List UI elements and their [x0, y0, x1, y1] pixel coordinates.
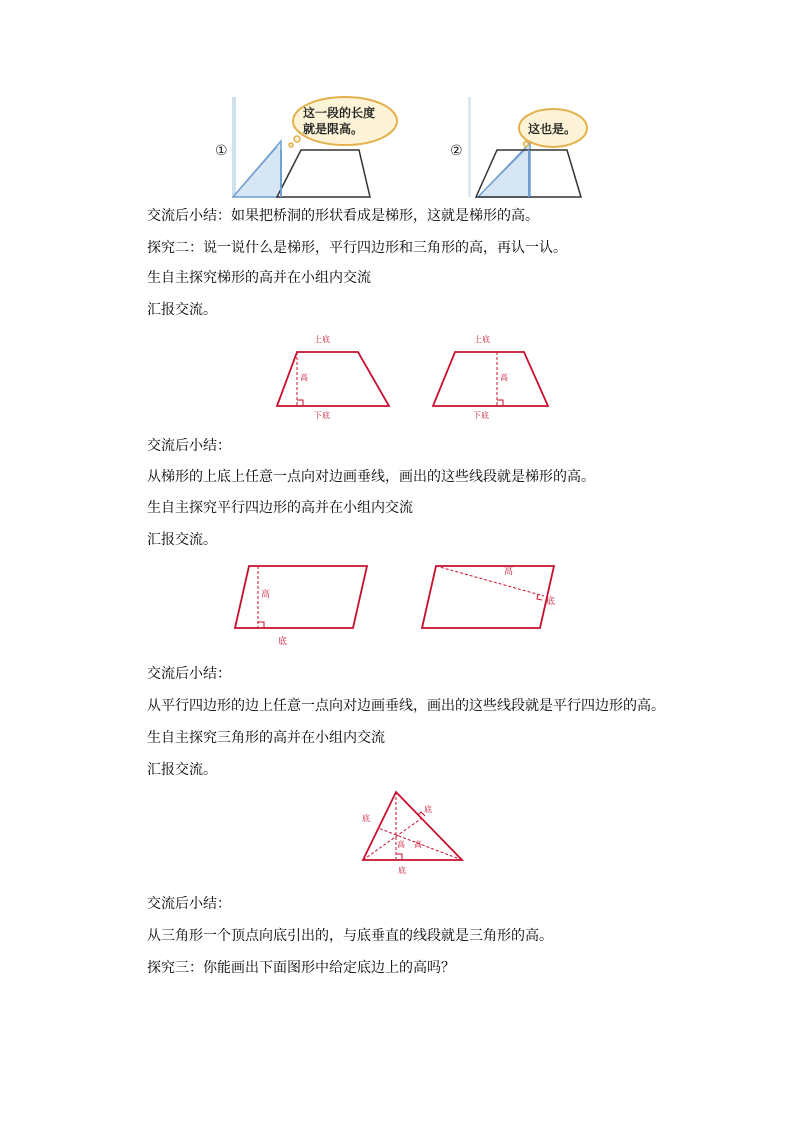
explore-3-heading: 探究三：你能画出下面图形中给定底边上的高吗？ — [147, 960, 455, 976]
bridge-trapezoid — [277, 150, 370, 197]
ruler-edge — [232, 97, 236, 197]
bubble-text: 这也是。 — [528, 122, 577, 136]
ruler-edge — [468, 97, 471, 197]
label-height: 高 — [300, 373, 308, 382]
trapezoid-shape — [433, 352, 548, 406]
parallelogram-shape — [235, 566, 367, 628]
parallelogram-report: 汇报交流。 — [147, 532, 217, 548]
height-line — [436, 566, 544, 596]
ruler-triangle — [233, 141, 281, 197]
parallelogram-figure-1 — [230, 560, 375, 650]
label-top-base: 上底 — [314, 335, 330, 344]
figure-marker-1: ① — [215, 143, 228, 159]
label-base: 底 — [278, 637, 288, 647]
bridge-illustration-2 — [450, 95, 590, 200]
bridge-illustration-1 — [215, 95, 400, 200]
right-angle-mark — [258, 622, 264, 628]
trapezoid-figure-1 — [270, 330, 395, 425]
label-bottom-base: 下底 — [314, 411, 330, 420]
parallelogram-explore: 生自主探究平行四边形的高并在小组内交流 — [147, 500, 413, 516]
parallelogram-figure-2 — [418, 560, 563, 650]
triangle-figure — [358, 788, 468, 878]
trapezoid-figure-2 — [425, 330, 555, 425]
label-base: 底 — [546, 597, 556, 607]
parallelogram-summary-title: 交流后小结： — [147, 666, 231, 682]
bubble-text-line1: 这一段的长度 — [303, 106, 376, 120]
trapezoid-explore: 生自主探究梯形的高并在小组内交流 — [147, 270, 371, 286]
label-base-bottom: 底 — [398, 866, 406, 875]
label-bottom-base: 下底 — [473, 411, 489, 420]
triangle-summary: 从三角形一个顶点向底引出的，与底垂直的线段就是三角形的高。 — [147, 928, 553, 944]
triangle-explore: 生自主探究三角形的高并在小组内交流 — [147, 730, 385, 746]
label-base-left: 底 — [362, 814, 370, 823]
speech-bubble — [293, 97, 397, 145]
height-line-2 — [363, 818, 422, 860]
triangle-summary-title: 交流后小结： — [147, 896, 231, 912]
bubble-text-line2: 就是限高。 — [303, 122, 364, 136]
label-height-1: 高 — [397, 840, 405, 849]
label-height: 高 — [261, 590, 271, 600]
parallelogram-summary: 从平行四边形的边上任意一点向对边画垂线，画出的这些线段就是平行四边形的高。 — [147, 698, 665, 714]
ruler-triangle — [478, 143, 530, 197]
right-angle-mark — [396, 854, 402, 860]
parallelogram-shape — [422, 566, 554, 628]
label-height: 高 — [500, 373, 508, 382]
figure-marker-2: ② — [450, 143, 463, 159]
trapezoid-shape — [277, 352, 389, 406]
trapezoid-report: 汇报交流。 — [147, 302, 217, 318]
triangle-report: 汇报交流。 — [147, 762, 217, 778]
triangle-shape — [363, 792, 462, 860]
trapezoid-summary: 从梯形的上底上任意一点向对边画垂线，画出的这些线段就是梯形的高。 — [147, 469, 595, 485]
explore-2-heading: 探究二：说一说什么是梯形，平行四边形和三角形的高，再认一认。 — [147, 240, 567, 256]
summary-bridge: 交流后小结：如果把桥洞的形状看成是梯形，这就是梯形的高。 — [147, 208, 539, 224]
trapezoid-summary-title: 交流后小结： — [147, 438, 231, 454]
label-height: 高 — [504, 567, 514, 577]
label-base-right: 底 — [424, 805, 432, 814]
label-top-base: 上底 — [474, 335, 490, 344]
label-height-2: 高 — [414, 840, 422, 849]
